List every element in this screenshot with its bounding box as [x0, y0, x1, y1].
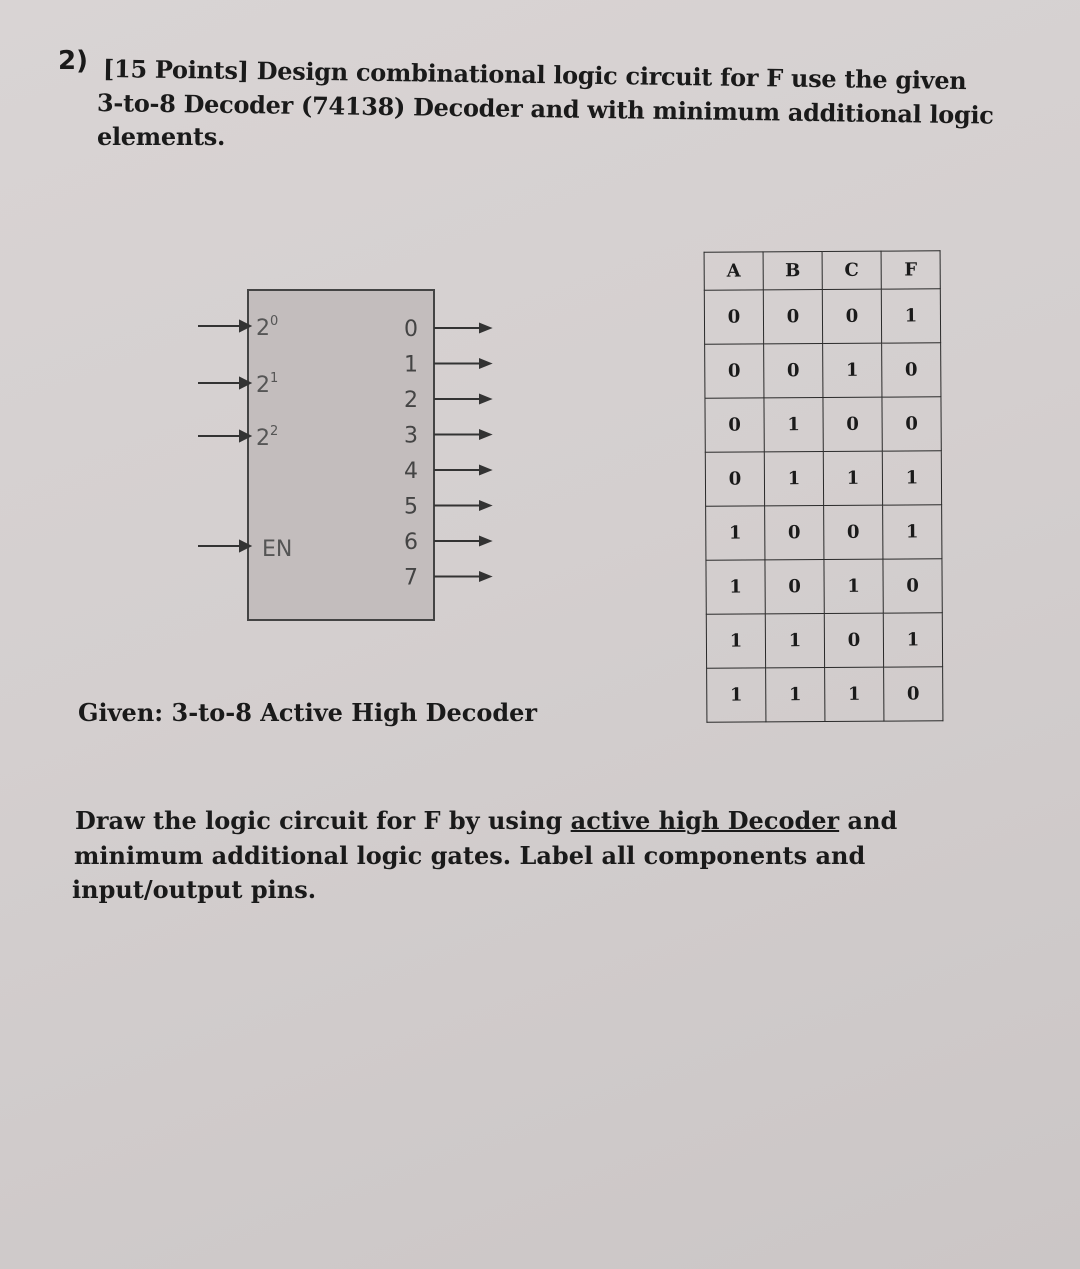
instruction-emphasis: active high Decoder [570, 806, 840, 835]
output-label-1: 1 [404, 352, 418, 378]
truth-table-row [706, 559, 942, 614]
instruction-line-1 [75, 806, 897, 835]
truth-table [704, 250, 944, 722]
truth-table-cell: 0 [822, 289, 881, 343]
truth-table-cell: 0 [764, 344, 823, 398]
output-label-6: 6 [404, 530, 418, 555]
truth-table-cell: 0 [824, 505, 883, 559]
truth-table-cell: 0 [705, 344, 764, 398]
truth-table-cell: 0 [883, 559, 942, 613]
output-arrow-5-icon [480, 502, 490, 510]
header-c: C [822, 251, 881, 289]
truth-table-cell: 1 [706, 560, 765, 614]
header-b: B [763, 252, 822, 290]
truth-table-cell: 1 [766, 667, 825, 721]
truth-table-header-row [704, 251, 940, 290]
instruction-line-3: input/output pins. [72, 875, 317, 904]
truth-table-cell: 1 [764, 452, 823, 506]
output-label-3: 3 [404, 423, 418, 449]
output-label-2: 2 [404, 388, 418, 413]
output-label-4: 4 [404, 459, 418, 484]
truth-table-cell: 1 [882, 451, 941, 505]
truth-table-cell: 0 [765, 559, 824, 613]
truth-table-cell: 1 [823, 451, 882, 505]
instruction-line-1-prefix: Draw the logic circuit for F by using [75, 806, 571, 835]
input-label-2-1: $2^1$ [256, 371, 279, 398]
truth-table-cell: 1 [883, 505, 942, 559]
truth-table-cell: 1 [765, 613, 824, 667]
truth-table-row [704, 289, 940, 344]
truth-table-cell: 0 [823, 397, 882, 451]
instruction-line-2: minimum additional logic gates. Label all components and [74, 841, 866, 870]
truth-table-row [707, 667, 943, 722]
truth-table-cell: 1 [825, 667, 884, 721]
truth-table-cell: 1 [823, 343, 882, 397]
truth-table-cell: 0 [765, 505, 824, 559]
truth-table-cell: 0 [884, 667, 943, 721]
decoder-caption: Given: 3-to-8 Active High Decoder [78, 698, 538, 727]
truth-table-cell: 0 [704, 290, 763, 344]
truth-table-cell: 0 [824, 613, 883, 667]
truth-table-cell: 0 [882, 397, 941, 451]
question-text-line-2: 3-to-8 Decoder (74138) Decoder and with minimum additional logic [96, 88, 994, 130]
output-arrow-3-icon [480, 431, 490, 439]
truth-table-row [705, 343, 941, 398]
truth-table-row [705, 397, 941, 452]
output-label-5: 5 [404, 494, 418, 520]
truth-table-cell: 0 [882, 343, 941, 397]
header-f: F [881, 251, 940, 289]
truth-table-cell: 0 [705, 398, 764, 452]
enable-label: EN [262, 537, 293, 562]
truth-table-row [705, 451, 941, 506]
decoder-diagram [190, 280, 510, 630]
truth-table-cell: 1 [764, 398, 823, 452]
truth-table-cell: 1 [706, 614, 765, 668]
output-label-7: 7 [404, 565, 418, 591]
output-arrow-6-icon [480, 537, 490, 545]
output-arrow-0-icon [480, 324, 490, 332]
output-label-0: 0 [404, 317, 418, 342]
truth-table-cell: 1 [707, 668, 766, 722]
question-text-line-3: elements. [97, 122, 226, 151]
header-a: A [704, 252, 763, 290]
truth-table-cell: 1 [706, 506, 765, 560]
truth-table-row [706, 613, 942, 668]
question-number: 2) [58, 46, 88, 76]
truth-table-cell: 1 [881, 289, 940, 343]
truth-table-cell: 0 [705, 452, 764, 506]
input-label-2-2: $2^2$ [256, 424, 279, 451]
question-text-line-1: [15 Points] Design combinational logic circuit for F use the given [102, 54, 967, 96]
input-label-2-0: $2^0$ [256, 314, 279, 341]
output-arrow-4-icon [480, 466, 490, 474]
truth-table-cell: 1 [824, 559, 883, 613]
truth-table-cell: 0 [763, 290, 822, 344]
instruction-line-1-suffix: and [839, 806, 898, 835]
truth-table-cell: 1 [883, 613, 942, 667]
output-arrow-7-icon [480, 573, 490, 581]
output-arrow-2-icon [480, 395, 490, 403]
output-arrow-1-icon [480, 360, 490, 368]
truth-table-row [706, 505, 942, 560]
